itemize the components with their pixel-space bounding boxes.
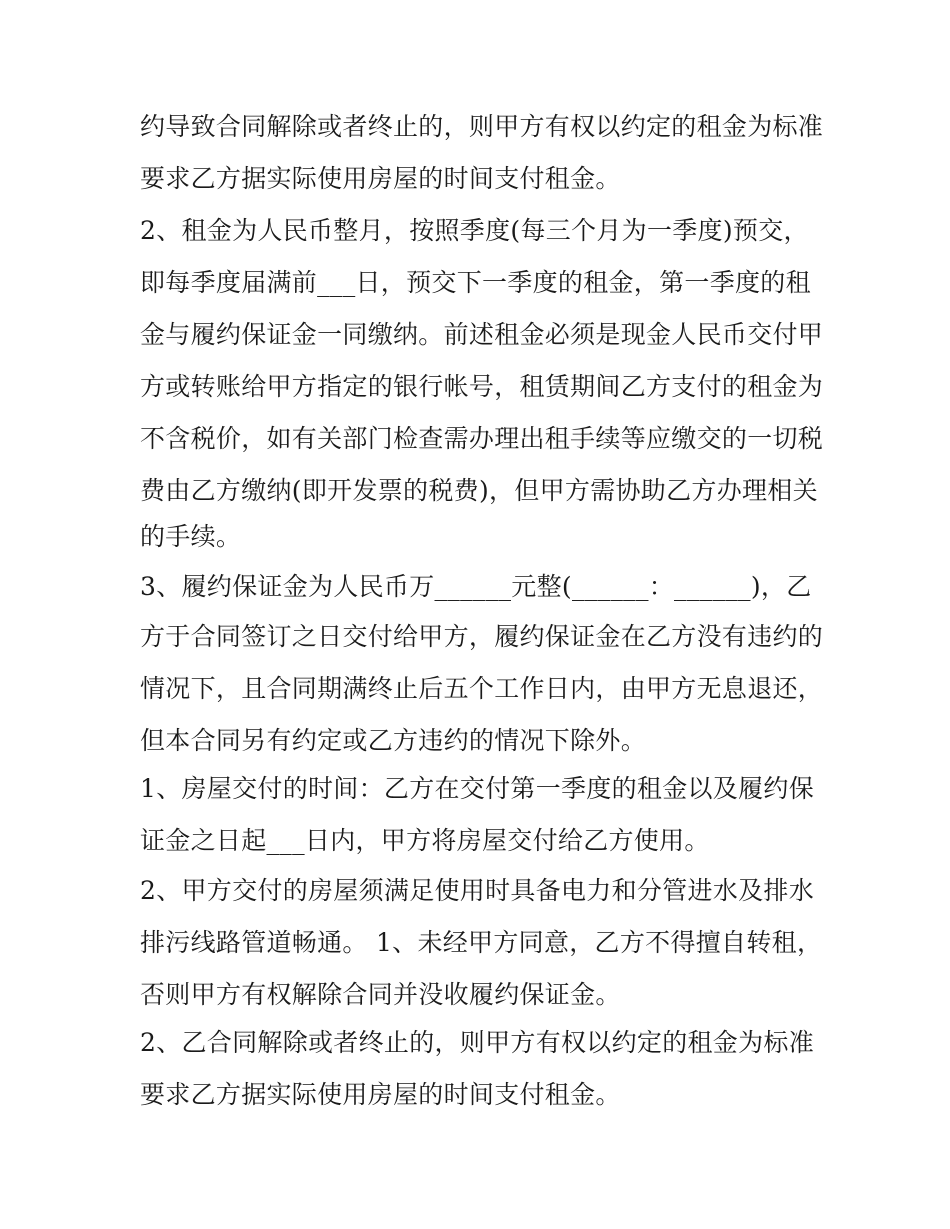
text-line: 方或转账给甲方指定的银行帐号，租赁期间乙方支付的租金为 — [140, 372, 824, 401]
text-line: 排污线路管道畅通。 1、未经甲方同意，乙方不得擅自转租， — [140, 928, 823, 957]
text-line: 否则甲方有权解除合同并没收履约保证金。 — [140, 980, 621, 1009]
text-line: 2、租金为人民币整月，按照季度(每三个月为一季度)预交， — [140, 216, 809, 245]
text-line: 费由乙方缴纳(即开发票的税费)，但甲方需协助乙方办理相关 — [140, 476, 818, 505]
text-line: 约导致合同解除或者终止的，则甲方有权以约定的租金为标准 — [140, 112, 824, 141]
text-line: 要求乙方据实际使用房屋的时间支付租金。 — [140, 1080, 621, 1109]
text-line: 1、房屋交付的时间：乙方在交付第一季度的租金以及履约保 — [140, 774, 815, 803]
text-line: 方于合同签订之日交付给甲方，履约保证金在乙方没有违约的 — [140, 622, 824, 651]
text-line: 的手续。 — [140, 522, 242, 551]
text-line: 但本合同另有约定或乙方违约的情况下除外。 — [140, 726, 647, 755]
text-line: 情况下，且合同期满终止后五个工作日内，由甲方无息退还， — [140, 674, 824, 703]
text-line: 2、甲方交付的房屋须满足使用时具备电力和分管进水及排水 — [140, 876, 815, 905]
text-line: 金与履约保证金一同缴纳。前述租金必须是现金人民币交付甲 — [140, 320, 824, 349]
text-line: 证金之日起___日内，甲方将房屋交付给乙方使用。 — [140, 826, 710, 855]
text-line: 要求乙方据实际使用房屋的时间支付租金。 — [140, 164, 621, 193]
text-line: 不含税价，如有关部门检查需办理出租手续等应缴交的一切税 — [140, 424, 824, 453]
text-line: 2、乙合同解除或者终止的，则甲方有权以约定的租金为标准 — [140, 1028, 815, 1057]
text-line: 即每季度届满前___日，预交下一季度的租金，第一季度的租 — [140, 268, 811, 297]
text-line: 3、履约保证金为人民币万______元整(______：______)，乙 — [140, 572, 812, 601]
